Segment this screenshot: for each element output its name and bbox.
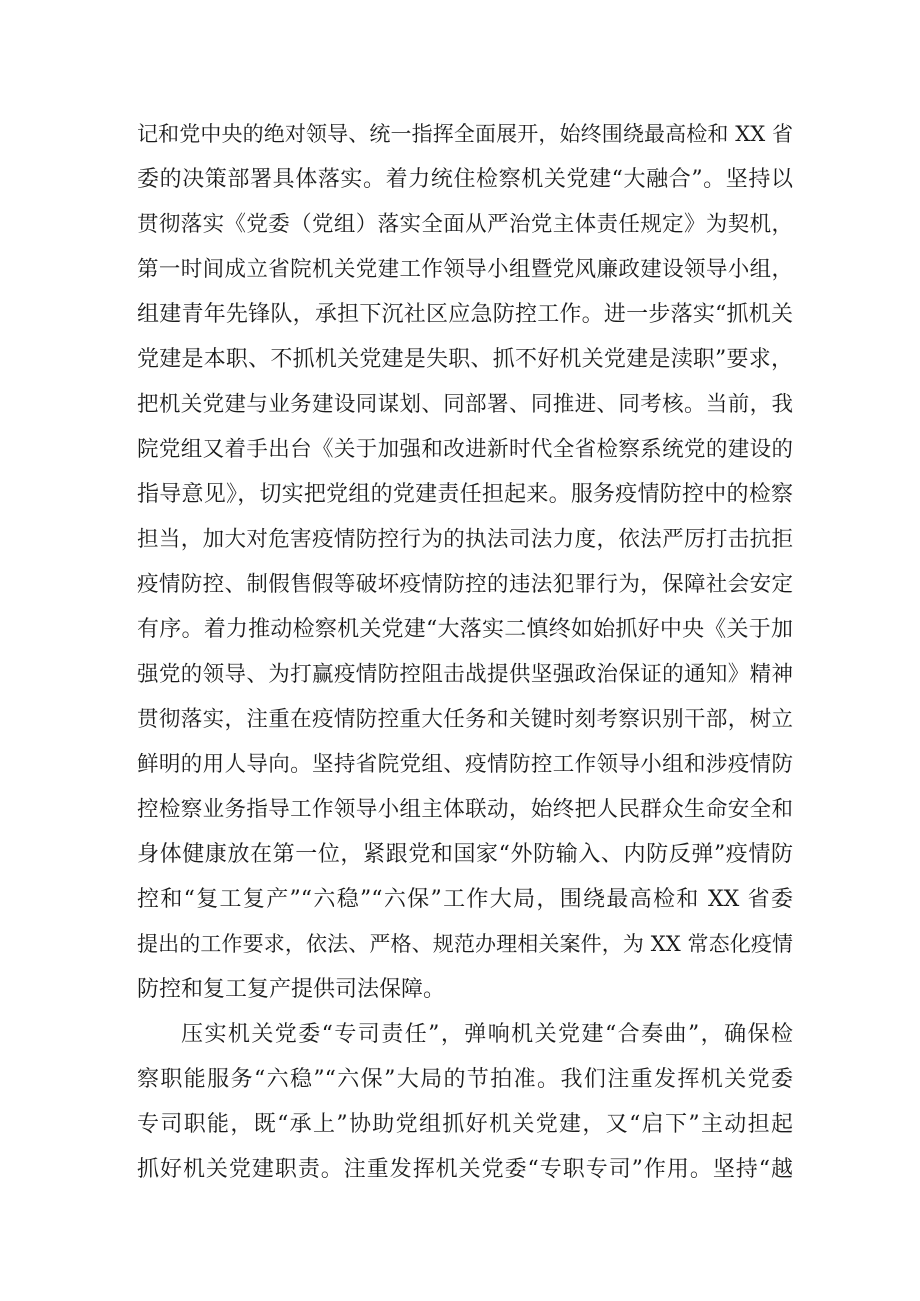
- text-line: 控检察业务指导工作领导小组主体联动，始终把人民群众生命安全和: [137, 797, 793, 822]
- text-line: 记和党中央的绝对领导、统一指挥全面展开，始终围绕最高检和 XX 省: [137, 122, 793, 146]
- text-line: 贯彻落实《党委（党组）落实全面从严治党主体责任规定》为契机，: [137, 212, 793, 237]
- body-text: [137, 112, 793, 1192]
- text-line: 压实机关党委“专司责任”，弹响机关党建“合奏曲”，确保检: [181, 1022, 793, 1047]
- text-line: 察职能服务“六稳”“六保”大局的节拍准。我们注重发挥机关党委: [137, 1067, 793, 1092]
- text-line: 身体健康放在第一位，紧跟党和国家“外防输入、内防反弹”疫情防: [137, 842, 793, 867]
- text-line: 担当，加大对危害疫情防控行为的执法司法力度，依法严厉打击抗拒: [137, 527, 793, 552]
- paragraph-1: [137, 112, 793, 1012]
- text-line: 组建青年先锋队，承担下沉社区应急防控工作。进一步落实“抓机关: [137, 302, 793, 327]
- text-line: 指导意见》，切实把党组的党建责任担起来。服务疫情防控中的检察: [137, 482, 793, 507]
- text-line: 党建是本职、不抓机关党建是失职、抓不好机关党建是渎职”要求，: [137, 347, 793, 372]
- paragraph-2: [137, 1012, 793, 1192]
- text-line: 鲜明的用人导向。坚持省院党组、疫情防控工作领导小组和涉疫情防: [137, 752, 793, 777]
- text-line: 强党的领导、为打赢疫情防控阻击战提供坚强政治保证的通知》精神: [137, 662, 793, 687]
- text-line: 把机关党建与业务建设同谋划、同部署、同推进、同考核。当前，我: [137, 392, 793, 417]
- text-line: 第一时间成立省院机关党建工作领导小组暨党风廉政建设领导小组，: [137, 257, 793, 282]
- text-line: 专司职能，既“承上”协助党组抓好机关党建，又“启下”主动担起: [137, 1112, 793, 1137]
- text-line: 提出的工作要求，依法、严格、规范办理相关案件，为 XX 常态化疫情: [137, 932, 793, 956]
- text-line: 疫情防控、制假售假等破坏疫情防控的违法犯罪行为，保障社会安定: [137, 572, 793, 597]
- text-line: 防控和复工复产提供司法保障。: [137, 977, 446, 1002]
- text-line: 贯彻落实，注重在疫情防控重大任务和关键时刻考察识别干部，树立: [137, 707, 793, 732]
- text-line: 委的决策部署具体落实。着力统住检察机关党建“大融合”。坚持以: [137, 167, 793, 192]
- text-line: 抓好机关党建职责。注重发挥机关党委“专职专司”作用。坚持“越: [137, 1157, 793, 1182]
- text-line: 有序。着力推动检察机关党建“大落实二慎终如始抓好中央《关于加: [137, 617, 793, 642]
- text-line: 院党组又着手出台《关于加强和改进新时代全省检察系统党的建设的: [137, 437, 793, 462]
- text-line: 控和“复工复产”“六稳”“六保”工作大局，围绕最高检和 XX 省委: [137, 887, 793, 912]
